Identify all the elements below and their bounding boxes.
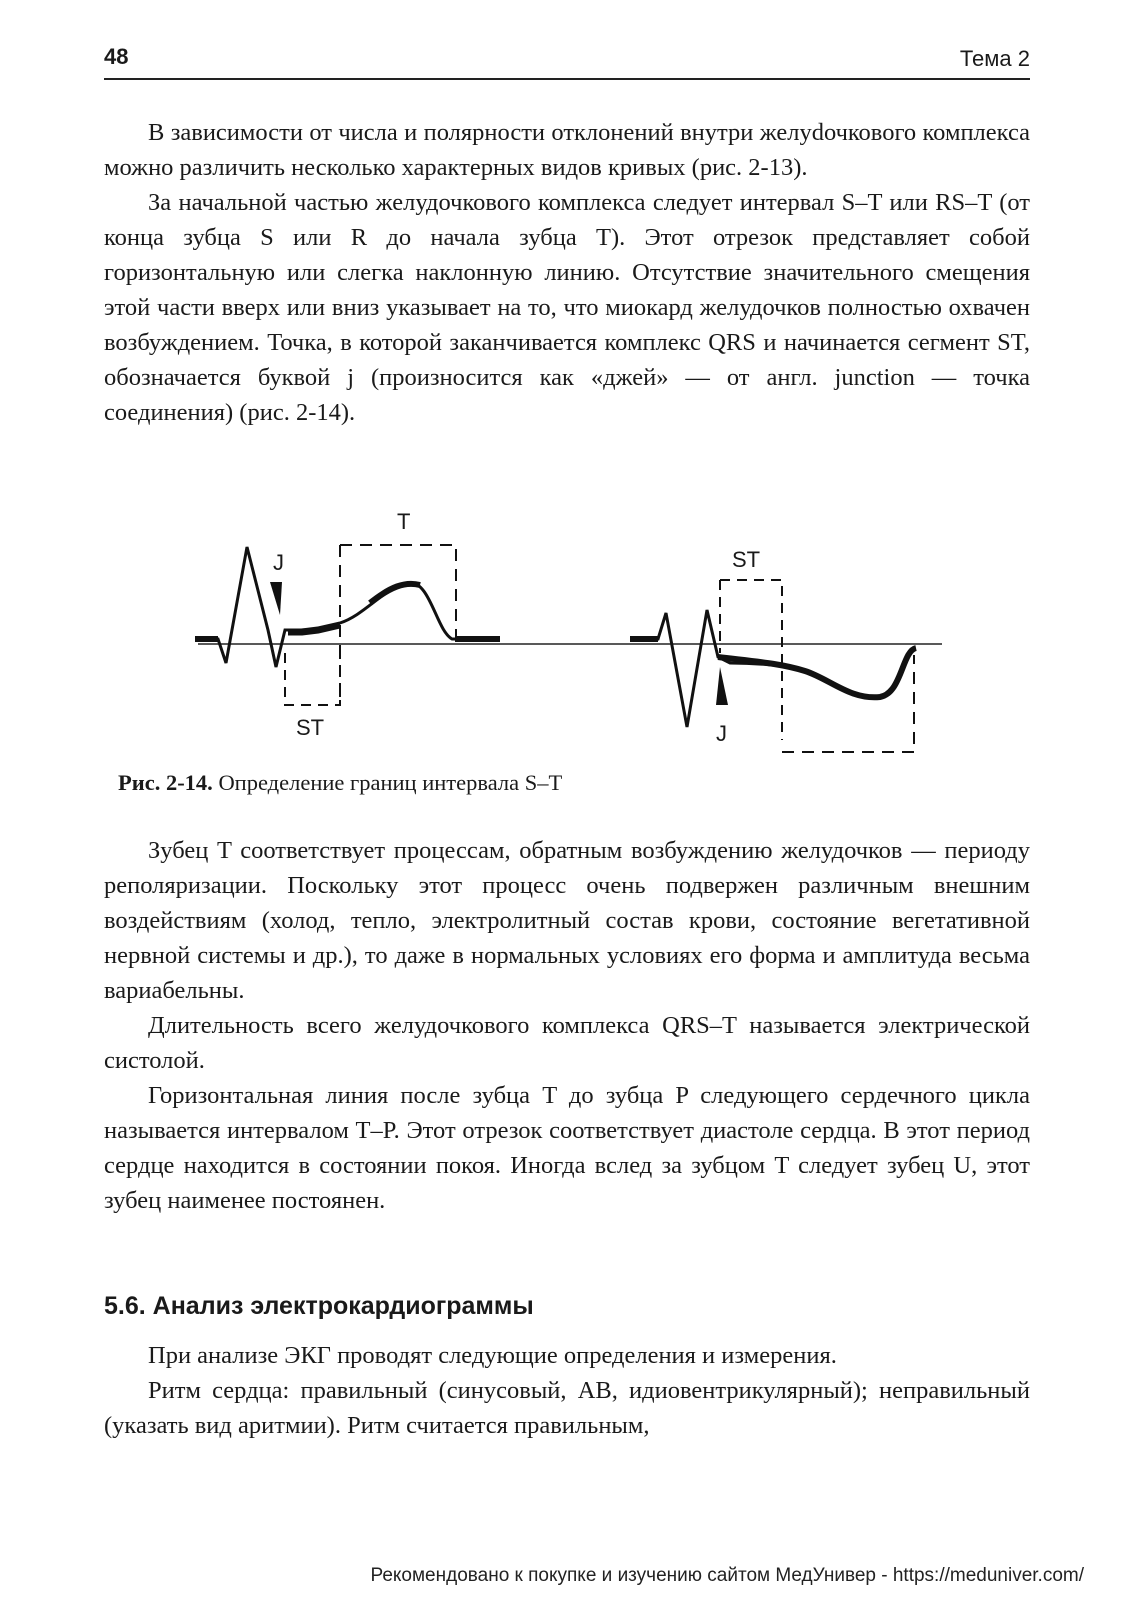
figure-caption xyxy=(118,770,562,796)
label-j-left: J xyxy=(273,550,284,575)
paragraph: Длительность всего желудочкового комплекса QRS–T называется электрической систолой. xyxy=(104,1012,1030,1074)
paragraph: Горизонтальная линия после зубца T до зубца P следующего сердечного цикла называется интервалом T–P. Этот отрезок соответствует диастоле сердца. В этот период сердце находится в состоянии покоя. Иногда вслед за зубцом T следует зубец U, этот зубец наименее постоянен. xyxy=(104,1082,1030,1214)
section-heading: 5.6. Анализ электрокардиограммы xyxy=(104,1292,534,1320)
label-t: T xyxy=(397,509,411,534)
paragraph: В зависимости от числа и полярности отклонений внутри желуdочкового комплекса можно различить несколько характерных видов кривых (рис. 2-13). xyxy=(104,119,1030,181)
footer-note: Рекомендовано к покупке и изучению сайтом МедУнивер - https://meduniver.com/ xyxy=(370,1565,1084,1586)
running-head: Тема 2 xyxy=(959,46,1030,71)
paragraph: За начальной частью желудочкового комплекса следует интервал S–T или RS–T (от конца зубца S или R до начала зубца T). Этот отрезок представляет собой горизонтальную или слегка наклонную линию. Отсутствие значительного смещения этой части вверх или вниз указывает на то, что миокард желудочков полностью охвачен возбуждением. Точка, в которой заканчивается комплекс QRS и начинается сегмент ST, обозначается буквой j (произносится как «джей» — от англ. junction — точка соединения) (рис. 2-14). xyxy=(104,189,1030,426)
label-st-left: ST xyxy=(296,715,325,740)
paragraph: При анализе ЭКГ проводят следующие определения и измерения. xyxy=(148,1342,837,1369)
page-number: 48 xyxy=(104,44,129,69)
body-text-top xyxy=(104,115,1030,430)
j-arrow-left xyxy=(270,582,282,615)
st-dashed-box-left xyxy=(285,653,340,705)
header-rule xyxy=(104,78,1030,80)
st-segment-thick xyxy=(288,625,340,632)
caption-text: Определение границ интервала S–T xyxy=(218,770,563,795)
t-wave-thick xyxy=(370,584,420,603)
st-t-depressed-thick xyxy=(718,648,916,697)
label-st-right: ST xyxy=(732,547,761,572)
body-text-middle xyxy=(104,833,1030,1218)
ecg-trace-normal xyxy=(195,547,500,667)
caption-label: Рис. 2-14. xyxy=(118,770,213,795)
body-text-bottom xyxy=(104,1338,1030,1443)
paragraph: Зубец T соответствует процессам, обратным возбуждению желудочков — периоду реполяризации. Поскольку этот процесс очень подвержен различным внешним воздействиям (холод, тепло, электролитный состав крови, состояние вегетативной нервной системы и др.), то даже в нормальных условиях его форма и амплитуда весьма вариабельны. xyxy=(104,837,1030,1004)
ecg-trace-depressed xyxy=(630,610,915,727)
paragraph: Ритм сердца: правильный (синусовый, АВ, идиовентрикулярный); неправильный (указать вид аритмии). Ритм считается правильным, xyxy=(104,1377,1030,1439)
ecg-figure xyxy=(190,505,950,770)
j-arrow-right xyxy=(716,667,728,705)
label-j-right: J xyxy=(716,721,727,746)
ecg-diagram xyxy=(190,505,950,770)
